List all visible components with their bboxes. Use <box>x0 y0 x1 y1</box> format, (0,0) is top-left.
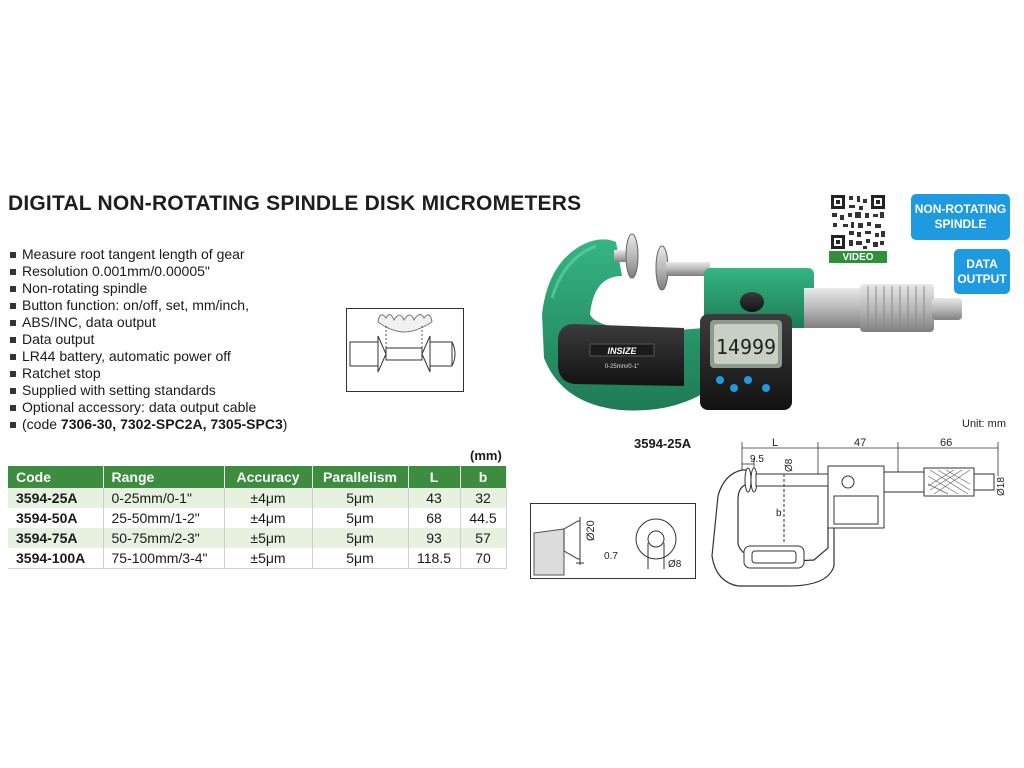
lcd-reading: 14999 <box>715 335 777 359</box>
accessory-codes: (code 7306-30, 7302-SPC2A, 7305-SPC3) <box>8 416 328 433</box>
table-row <box>8 528 506 548</box>
data-output-badge: DATA OUTPUT <box>954 249 1010 294</box>
cell-range: 25-50mm/1-2" <box>103 508 224 528</box>
dim-d8: Ø8 <box>784 458 795 472</box>
feature-item-continued: ABS/INC, data output <box>8 314 328 331</box>
feature-item: Data output <box>8 331 328 348</box>
cell-b: 32 <box>460 488 506 508</box>
table-row <box>8 548 506 568</box>
cell-l: 93 <box>408 528 460 548</box>
photo-range-label: 0-25mm/0-1" <box>604 364 640 370</box>
cell-b: 44.5 <box>460 508 506 528</box>
cell-l: 118.5 <box>408 548 460 568</box>
col-range: Range <box>103 466 224 488</box>
unit-note: Unit: mm <box>962 418 1006 430</box>
gear-measurement-diagram <box>346 308 464 392</box>
cell-parallelism: 5μm <box>312 548 408 568</box>
spec-table <box>8 466 507 569</box>
table-row <box>8 488 506 508</box>
dim-9-5: 9.5 <box>750 454 764 465</box>
brand-logo: INSIZE <box>607 346 637 356</box>
feature-item: Measure root tangent length of gear <box>8 246 328 263</box>
col-l: L <box>408 466 460 488</box>
cell-l: 43 <box>408 488 460 508</box>
col-parallelism: Parallelism <box>312 466 408 488</box>
feature-item: Resolution 0.001mm/0.00005" <box>8 263 328 280</box>
cell-l: 68 <box>408 508 460 528</box>
micrometer-photo <box>534 228 974 416</box>
cell-accuracy: ±5μm <box>224 528 312 548</box>
cell-code: 3594-100A <box>8 548 103 568</box>
cell-range: 50-75mm/2-3" <box>103 528 224 548</box>
feature-item: Button function: on/off, set, mm/inch, <box>8 297 328 314</box>
table-row <box>8 508 506 528</box>
cell-code: 3594-75A <box>8 528 103 548</box>
feature-item: Ratchet stop <box>8 365 328 382</box>
cell-parallelism: 5μm <box>312 508 408 528</box>
page-title: DIGITAL NON-ROTATING SPINDLE DISK MICROMETERS <box>8 192 582 215</box>
dim-disk-thickness: 0.7 <box>604 551 618 562</box>
feature-item: LR44 battery, automatic power off <box>8 348 328 365</box>
technical-drawing <box>708 436 1008 592</box>
feature-item: Non-rotating spindle <box>8 280 328 297</box>
cell-parallelism: 5μm <box>312 488 408 508</box>
cell-code: 3594-25A <box>8 488 103 508</box>
cell-code: 3594-50A <box>8 508 103 528</box>
cell-accuracy: ±4μm <box>224 508 312 528</box>
col-code: Code <box>8 466 103 488</box>
diagram-model-label: 3594-25A <box>634 436 692 451</box>
non-rotating-spindle-badge: NON-ROTATING SPINDLE <box>911 194 1010 240</box>
dim-d18: Ø18 <box>996 477 1007 496</box>
table-unit-label: (mm) <box>470 448 502 463</box>
cell-accuracy: ±5μm <box>224 548 312 568</box>
cell-b: 57 <box>460 528 506 548</box>
feature-list <box>8 246 328 433</box>
col-b: b <box>460 466 506 488</box>
feature-item: Supplied with setting standards <box>8 382 328 399</box>
dim-66: 66 <box>940 437 953 449</box>
cell-accuracy: ±4μm <box>224 488 312 508</box>
dim-b: b <box>776 508 782 519</box>
dim-47: 47 <box>854 437 867 449</box>
dim-disk-diameter: Ø20 <box>585 520 597 541</box>
disk-tip-diagram <box>530 503 696 579</box>
cell-parallelism: 5μm <box>312 528 408 548</box>
cell-range: 0-25mm/0-1" <box>103 488 224 508</box>
cell-range: 75-100mm/3-4" <box>103 548 224 568</box>
dim-L: L <box>772 437 779 449</box>
feature-item: Optional accessory: data output cable <box>8 399 328 416</box>
col-accuracy: Accuracy <box>224 466 312 488</box>
table-header-row <box>8 466 506 488</box>
cell-b: 70 <box>460 548 506 568</box>
qr-video-label: VIDEO <box>842 252 874 263</box>
dim-spindle-diameter: Ø8 <box>668 559 682 570</box>
